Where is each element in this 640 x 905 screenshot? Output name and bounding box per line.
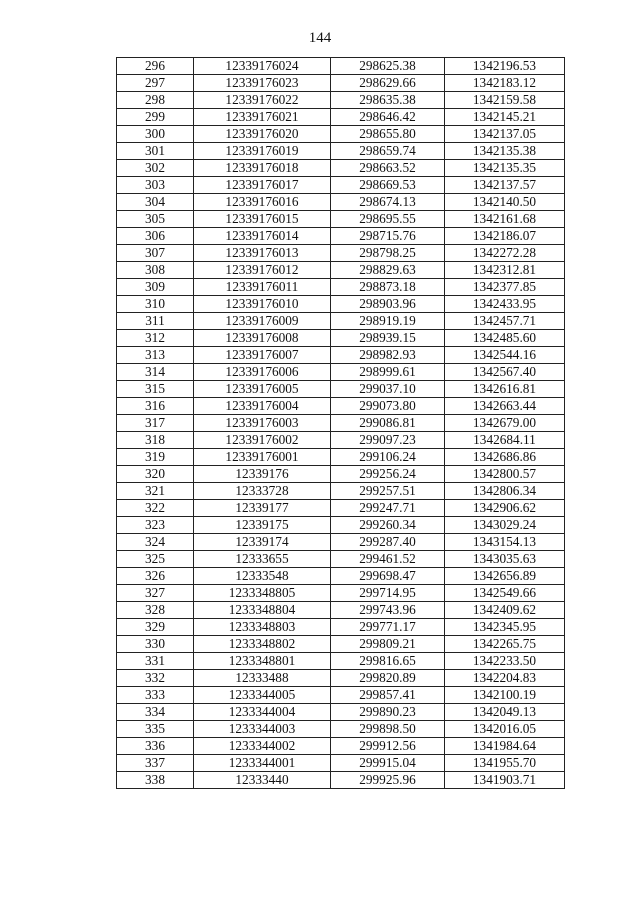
point-number-cell: 325 <box>117 551 194 568</box>
y-coordinate-cell: 1342656.89 <box>445 568 565 585</box>
table-row <box>117 602 565 619</box>
point-id-cell: 1233348803 <box>194 619 331 636</box>
x-coordinate-cell: 299287.40 <box>331 534 445 551</box>
point-number-cell: 313 <box>117 347 194 364</box>
table-row <box>117 92 565 109</box>
table-row <box>117 126 565 143</box>
point-id-cell: 12339176013 <box>194 245 331 262</box>
point-number-cell: 318 <box>117 432 194 449</box>
x-coordinate-cell: 298659.74 <box>331 143 445 160</box>
table-row <box>117 279 565 296</box>
x-coordinate-cell: 299086.81 <box>331 415 445 432</box>
point-number-cell: 305 <box>117 211 194 228</box>
table-row <box>117 738 565 755</box>
y-coordinate-cell: 1343035.63 <box>445 551 565 568</box>
point-id-cell: 12339174 <box>194 534 331 551</box>
point-number-cell: 329 <box>117 619 194 636</box>
point-id-cell: 1233348801 <box>194 653 331 670</box>
point-id-cell: 12339176007 <box>194 347 331 364</box>
point-id-cell: 1233348804 <box>194 602 331 619</box>
y-coordinate-cell: 1342663.44 <box>445 398 565 415</box>
x-coordinate-cell: 298625.38 <box>331 58 445 75</box>
x-coordinate-cell: 298939.15 <box>331 330 445 347</box>
y-coordinate-cell: 1342485.60 <box>445 330 565 347</box>
table-row <box>117 194 565 211</box>
point-id-cell: 1233344003 <box>194 721 331 738</box>
point-number-cell: 338 <box>117 772 194 789</box>
table-row <box>117 432 565 449</box>
point-id-cell: 12339176024 <box>194 58 331 75</box>
table-row <box>117 330 565 347</box>
point-number-cell: 327 <box>117 585 194 602</box>
point-id-cell: 1233348805 <box>194 585 331 602</box>
point-id-cell: 12339176010 <box>194 296 331 313</box>
table-row <box>117 585 565 602</box>
y-coordinate-cell: 1342433.95 <box>445 296 565 313</box>
y-coordinate-cell: 1342544.16 <box>445 347 565 364</box>
y-coordinate-cell: 1342135.38 <box>445 143 565 160</box>
point-number-cell: 309 <box>117 279 194 296</box>
point-id-cell: 12339175 <box>194 517 331 534</box>
table-row <box>117 364 565 381</box>
point-number-cell: 304 <box>117 194 194 211</box>
point-id-cell: 12339176020 <box>194 126 331 143</box>
y-coordinate-cell: 1342906.62 <box>445 500 565 517</box>
point-number-cell: 323 <box>117 517 194 534</box>
x-coordinate-cell: 298629.66 <box>331 75 445 92</box>
coordinates-table <box>116 57 565 789</box>
point-id-cell: 1233344002 <box>194 738 331 755</box>
x-coordinate-cell: 299820.89 <box>331 670 445 687</box>
point-number-cell: 308 <box>117 262 194 279</box>
y-coordinate-cell: 1342684.11 <box>445 432 565 449</box>
point-number-cell: 324 <box>117 534 194 551</box>
point-number-cell: 312 <box>117 330 194 347</box>
x-coordinate-cell: 298695.55 <box>331 211 445 228</box>
point-number-cell: 296 <box>117 58 194 75</box>
point-id-cell: 12339176019 <box>194 143 331 160</box>
x-coordinate-cell: 299247.71 <box>331 500 445 517</box>
y-coordinate-cell: 1342233.50 <box>445 653 565 670</box>
x-coordinate-cell: 299743.96 <box>331 602 445 619</box>
point-id-cell: 12339176023 <box>194 75 331 92</box>
x-coordinate-cell: 299771.17 <box>331 619 445 636</box>
point-id-cell: 12339176006 <box>194 364 331 381</box>
point-number-cell: 310 <box>117 296 194 313</box>
x-coordinate-cell: 298999.61 <box>331 364 445 381</box>
table-row <box>117 262 565 279</box>
point-id-cell: 12333488 <box>194 670 331 687</box>
table-row <box>117 568 565 585</box>
point-number-cell: 300 <box>117 126 194 143</box>
point-id-cell: 12339176008 <box>194 330 331 347</box>
x-coordinate-cell: 299260.34 <box>331 517 445 534</box>
point-number-cell: 326 <box>117 568 194 585</box>
point-number-cell: 320 <box>117 466 194 483</box>
table-row <box>117 313 565 330</box>
point-id-cell: 12339176003 <box>194 415 331 432</box>
x-coordinate-cell: 298663.52 <box>331 160 445 177</box>
y-coordinate-cell: 1342345.95 <box>445 619 565 636</box>
table-row <box>117 687 565 704</box>
table-body <box>117 58 565 789</box>
x-coordinate-cell: 298829.63 <box>331 262 445 279</box>
table-row <box>117 449 565 466</box>
point-number-cell: 306 <box>117 228 194 245</box>
y-coordinate-cell: 1342100.19 <box>445 687 565 704</box>
point-number-cell: 316 <box>117 398 194 415</box>
y-coordinate-cell: 1342457.71 <box>445 313 565 330</box>
table-row <box>117 500 565 517</box>
table-row <box>117 347 565 364</box>
x-coordinate-cell: 299073.80 <box>331 398 445 415</box>
table-row <box>117 670 565 687</box>
y-coordinate-cell: 1342800.57 <box>445 466 565 483</box>
y-coordinate-cell: 1342137.57 <box>445 177 565 194</box>
point-id-cell: 12339176021 <box>194 109 331 126</box>
y-coordinate-cell: 1342196.53 <box>445 58 565 75</box>
point-number-cell: 301 <box>117 143 194 160</box>
y-coordinate-cell: 1342049.13 <box>445 704 565 721</box>
point-number-cell: 331 <box>117 653 194 670</box>
point-number-cell: 330 <box>117 636 194 653</box>
table-row <box>117 704 565 721</box>
table-row <box>117 160 565 177</box>
y-coordinate-cell: 1342377.85 <box>445 279 565 296</box>
y-coordinate-cell: 1342137.05 <box>445 126 565 143</box>
x-coordinate-cell: 299857.41 <box>331 687 445 704</box>
point-id-cell: 12339176 <box>194 466 331 483</box>
point-id-cell: 12333548 <box>194 568 331 585</box>
table-row <box>117 58 565 75</box>
point-number-cell: 328 <box>117 602 194 619</box>
y-coordinate-cell: 1341984.64 <box>445 738 565 755</box>
y-coordinate-cell: 1342186.07 <box>445 228 565 245</box>
x-coordinate-cell: 298655.80 <box>331 126 445 143</box>
table-row <box>117 75 565 92</box>
point-id-cell: 12339176005 <box>194 381 331 398</box>
point-number-cell: 297 <box>117 75 194 92</box>
y-coordinate-cell: 1342312.81 <box>445 262 565 279</box>
x-coordinate-cell: 299912.56 <box>331 738 445 755</box>
x-coordinate-cell: 299925.96 <box>331 772 445 789</box>
y-coordinate-cell: 1342135.35 <box>445 160 565 177</box>
table-row <box>117 211 565 228</box>
point-number-cell: 334 <box>117 704 194 721</box>
table-row <box>117 109 565 126</box>
table-row <box>117 653 565 670</box>
x-coordinate-cell: 299037.10 <box>331 381 445 398</box>
table-row <box>117 619 565 636</box>
table-row <box>117 466 565 483</box>
y-coordinate-cell: 1342183.12 <box>445 75 565 92</box>
table-row <box>117 415 565 432</box>
point-id-cell: 12339176001 <box>194 449 331 466</box>
x-coordinate-cell: 298669.53 <box>331 177 445 194</box>
y-coordinate-cell: 1342686.86 <box>445 449 565 466</box>
point-number-cell: 336 <box>117 738 194 755</box>
point-number-cell: 332 <box>117 670 194 687</box>
table-row <box>117 177 565 194</box>
x-coordinate-cell: 298873.18 <box>331 279 445 296</box>
table-row <box>117 381 565 398</box>
y-coordinate-cell: 1341955.70 <box>445 755 565 772</box>
point-id-cell: 12339176022 <box>194 92 331 109</box>
x-coordinate-cell: 299809.21 <box>331 636 445 653</box>
y-coordinate-cell: 1342549.66 <box>445 585 565 602</box>
table-row <box>117 636 565 653</box>
point-id-cell: 1233344004 <box>194 704 331 721</box>
y-coordinate-cell: 1342016.05 <box>445 721 565 738</box>
point-number-cell: 317 <box>117 415 194 432</box>
y-coordinate-cell: 1342409.62 <box>445 602 565 619</box>
x-coordinate-cell: 298715.76 <box>331 228 445 245</box>
x-coordinate-cell: 299915.04 <box>331 755 445 772</box>
point-number-cell: 302 <box>117 160 194 177</box>
point-id-cell: 12339176015 <box>194 211 331 228</box>
y-coordinate-cell: 1342265.75 <box>445 636 565 653</box>
table-row <box>117 755 565 772</box>
point-number-cell: 337 <box>117 755 194 772</box>
point-id-cell: 12333728 <box>194 483 331 500</box>
point-id-cell: 12333440 <box>194 772 331 789</box>
x-coordinate-cell: 298674.13 <box>331 194 445 211</box>
x-coordinate-cell: 298798.25 <box>331 245 445 262</box>
point-id-cell: 12333655 <box>194 551 331 568</box>
point-id-cell: 12339176018 <box>194 160 331 177</box>
point-id-cell: 12339176012 <box>194 262 331 279</box>
x-coordinate-cell: 298646.42 <box>331 109 445 126</box>
x-coordinate-cell: 299097.23 <box>331 432 445 449</box>
table-row <box>117 772 565 789</box>
x-coordinate-cell: 298919.19 <box>331 313 445 330</box>
x-coordinate-cell: 298982.93 <box>331 347 445 364</box>
y-coordinate-cell: 1342806.34 <box>445 483 565 500</box>
x-coordinate-cell: 299461.52 <box>331 551 445 568</box>
y-coordinate-cell: 1342204.83 <box>445 670 565 687</box>
point-number-cell: 321 <box>117 483 194 500</box>
point-id-cell: 12339176004 <box>194 398 331 415</box>
point-number-cell: 319 <box>117 449 194 466</box>
point-number-cell: 311 <box>117 313 194 330</box>
point-number-cell: 303 <box>117 177 194 194</box>
x-coordinate-cell: 299890.23 <box>331 704 445 721</box>
table-row <box>117 398 565 415</box>
table-row <box>117 143 565 160</box>
table-row <box>117 483 565 500</box>
y-coordinate-cell: 1343154.13 <box>445 534 565 551</box>
y-coordinate-cell: 1342140.50 <box>445 194 565 211</box>
table-row <box>117 517 565 534</box>
point-number-cell: 333 <box>117 687 194 704</box>
x-coordinate-cell: 299898.50 <box>331 721 445 738</box>
table-row <box>117 296 565 313</box>
y-coordinate-cell: 1342159.58 <box>445 92 565 109</box>
point-number-cell: 322 <box>117 500 194 517</box>
point-number-cell: 307 <box>117 245 194 262</box>
x-coordinate-cell: 299257.51 <box>331 483 445 500</box>
table-row <box>117 551 565 568</box>
point-id-cell: 12339176002 <box>194 432 331 449</box>
point-number-cell: 299 <box>117 109 194 126</box>
y-coordinate-cell: 1342161.68 <box>445 211 565 228</box>
x-coordinate-cell: 298635.38 <box>331 92 445 109</box>
y-coordinate-cell: 1342679.00 <box>445 415 565 432</box>
point-id-cell: 12339176017 <box>194 177 331 194</box>
table-row <box>117 245 565 262</box>
y-coordinate-cell: 1342272.28 <box>445 245 565 262</box>
point-id-cell: 12339176016 <box>194 194 331 211</box>
y-coordinate-cell: 1342616.81 <box>445 381 565 398</box>
page-number: 144 <box>308 30 332 46</box>
point-id-cell: 1233344005 <box>194 687 331 704</box>
y-coordinate-cell: 1342145.21 <box>445 109 565 126</box>
point-id-cell: 12339177 <box>194 500 331 517</box>
x-coordinate-cell: 299816.65 <box>331 653 445 670</box>
point-number-cell: 298 <box>117 92 194 109</box>
point-number-cell: 315 <box>117 381 194 398</box>
x-coordinate-cell: 299106.24 <box>331 449 445 466</box>
point-id-cell: 12339176009 <box>194 313 331 330</box>
y-coordinate-cell: 1342567.40 <box>445 364 565 381</box>
y-coordinate-cell: 1343029.24 <box>445 517 565 534</box>
x-coordinate-cell: 299698.47 <box>331 568 445 585</box>
point-number-cell: 314 <box>117 364 194 381</box>
table-row <box>117 534 565 551</box>
point-number-cell: 335 <box>117 721 194 738</box>
x-coordinate-cell: 299256.24 <box>331 466 445 483</box>
table-row <box>117 228 565 245</box>
x-coordinate-cell: 298903.96 <box>331 296 445 313</box>
x-coordinate-cell: 299714.95 <box>331 585 445 602</box>
point-id-cell: 1233344001 <box>194 755 331 772</box>
point-id-cell: 12339176014 <box>194 228 331 245</box>
point-id-cell: 12339176011 <box>194 279 331 296</box>
table-row <box>117 721 565 738</box>
point-id-cell: 1233348802 <box>194 636 331 653</box>
y-coordinate-cell: 1341903.71 <box>445 772 565 789</box>
